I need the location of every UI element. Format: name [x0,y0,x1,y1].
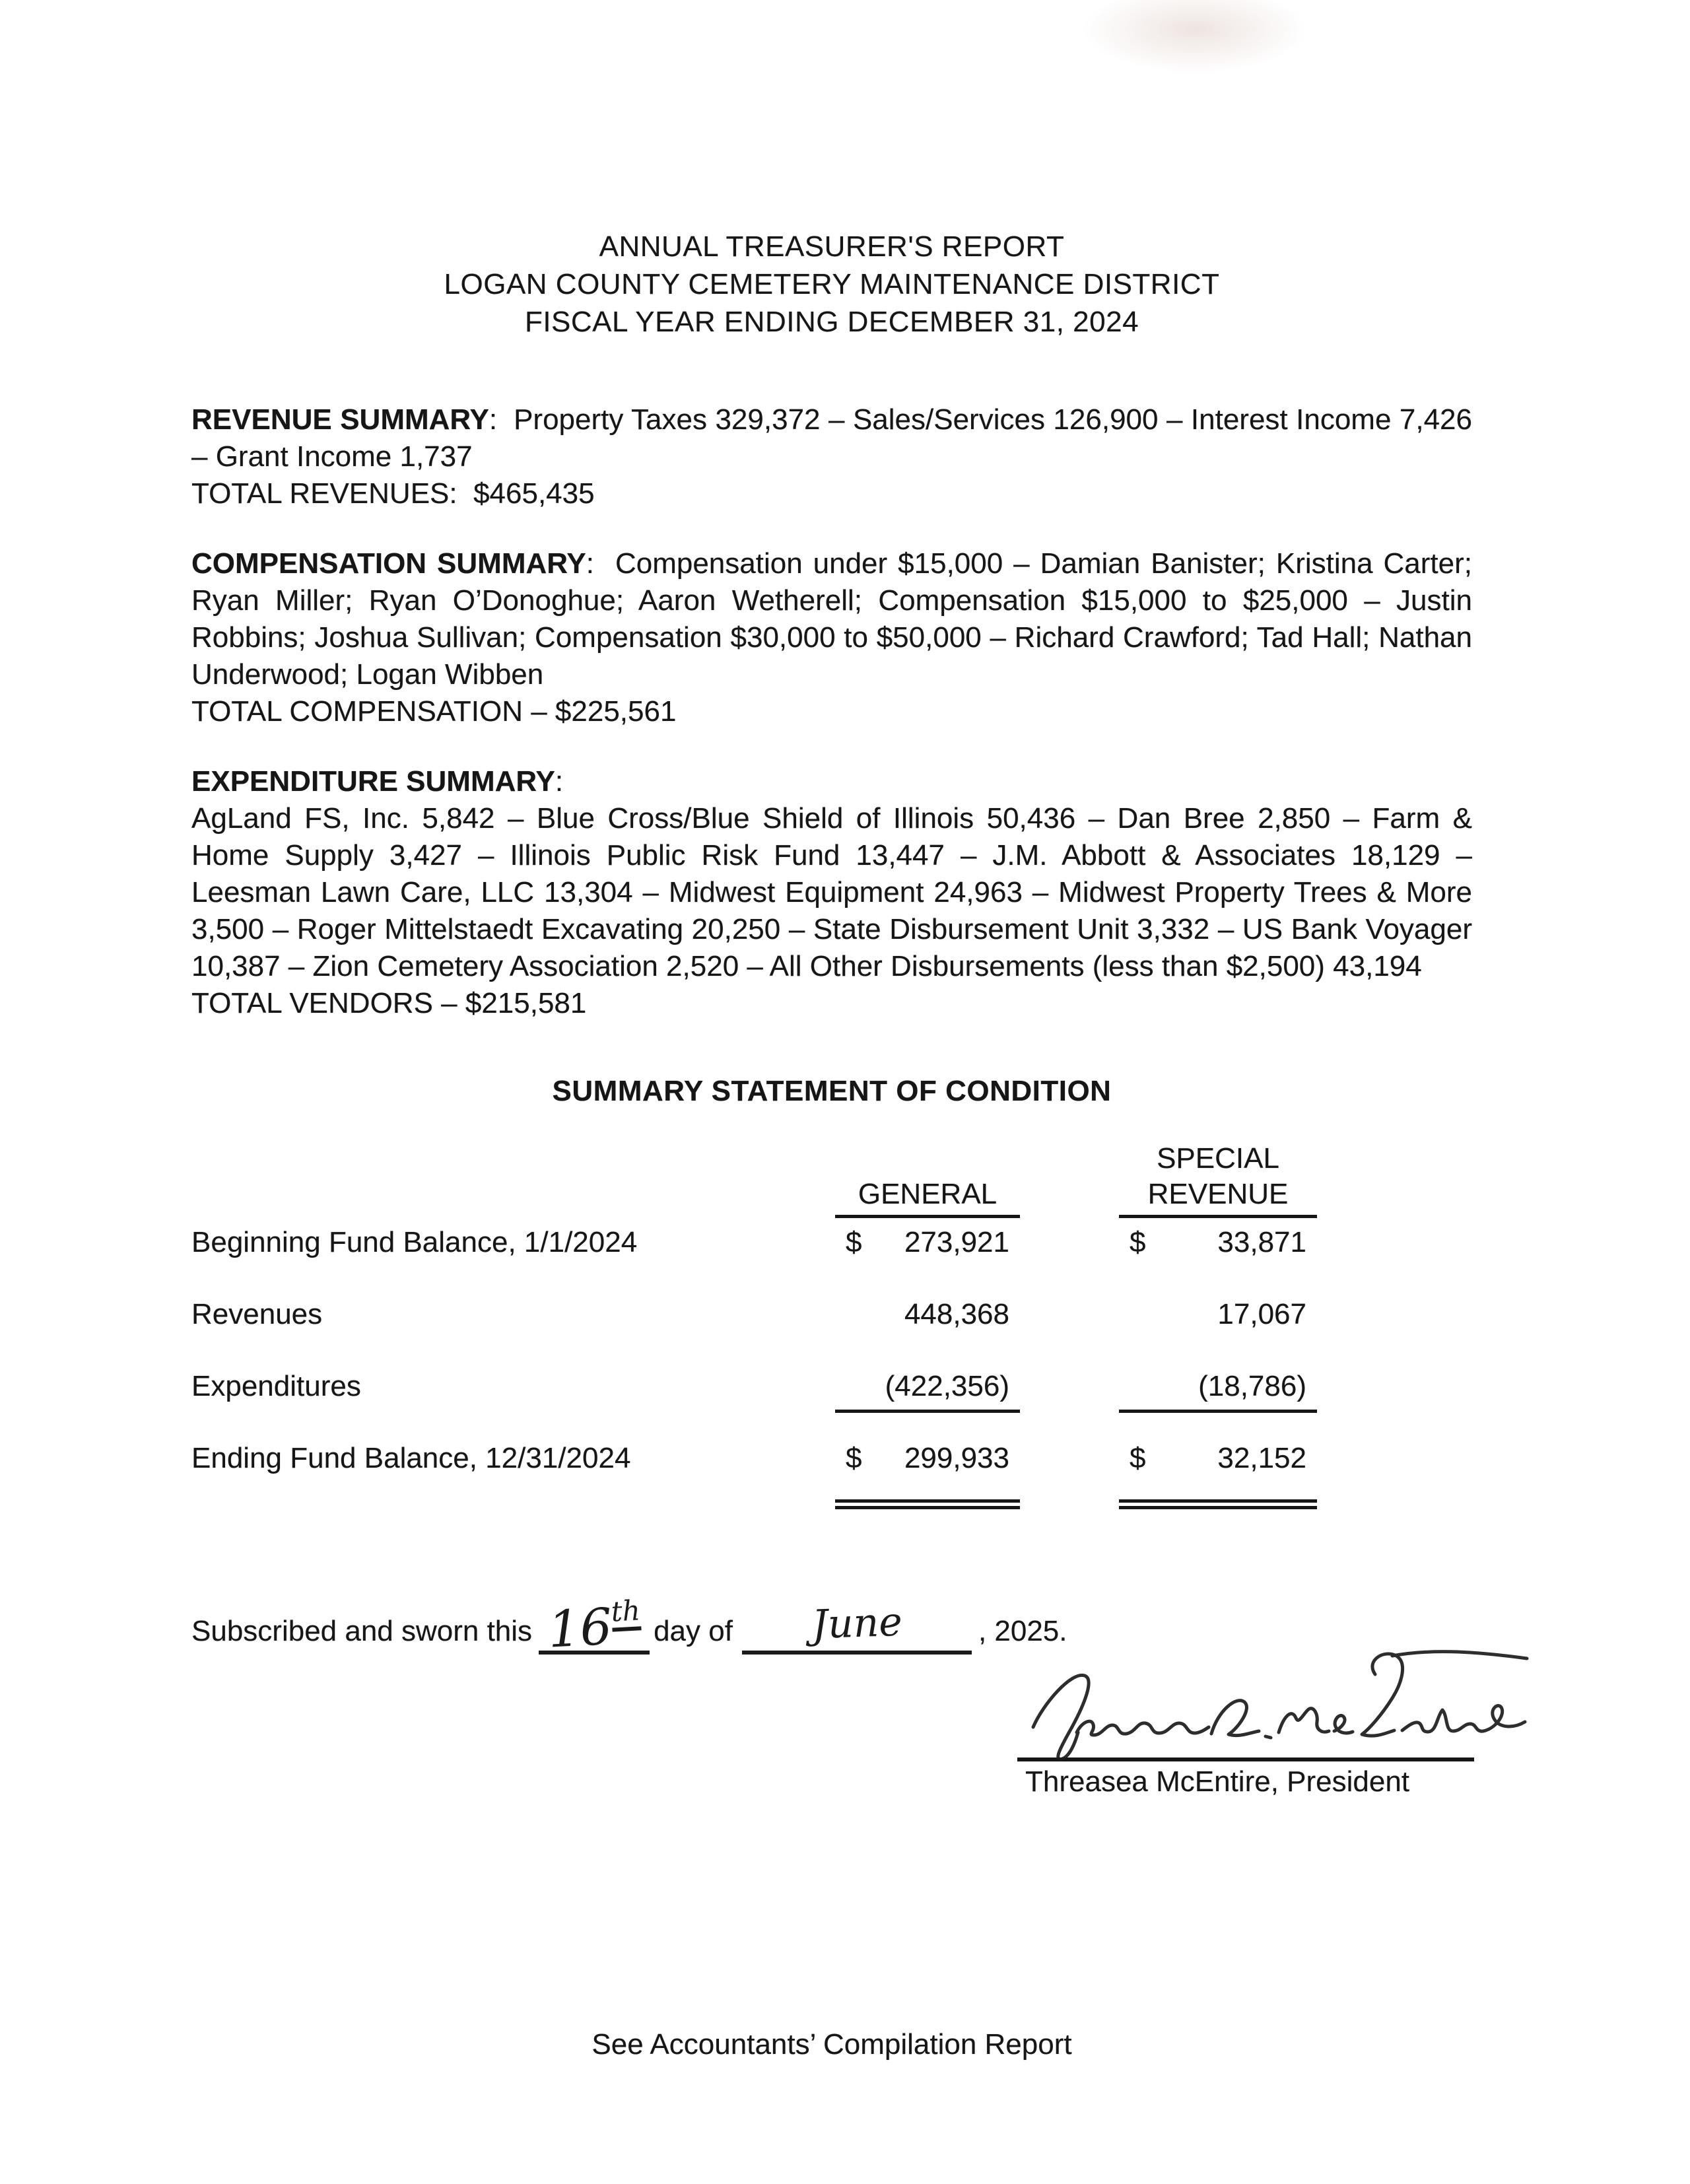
dollar-sign: $ [1130,1442,1146,1474]
footer-note: See Accountants’ Compilation Report [592,2028,1072,2061]
dollar-sign: $ [1130,1226,1146,1258]
attestation-suffix: , 2025. [978,1615,1067,1647]
day-blank-line [539,1587,650,1659]
title-line-report: ANNUAL TREASURER'S REPORT [599,230,1065,263]
amount: 33,871 [1217,1226,1306,1258]
revenue-summary-paragraph [191,401,1472,475]
expenditure-summary-section [191,763,1472,1022]
title-line-district: LOGAN COUNTY CEMETERY MAINTENANCE DISTRICT [444,268,1220,300]
amount: (18,786) [1198,1370,1306,1402]
beginning-balance-special-value [1119,1225,1317,1269]
signature-image [1013,1648,1541,1763]
row-label-beginning-balance: Beginning Fund Balance, 1/1/2024 [191,1226,638,1258]
handwritten-day [546,1594,642,1659]
dollar-sign: $ [846,1226,862,1258]
revenues-general-value [835,1297,1020,1341]
compensation-summary-paragraph [191,545,1472,693]
compensation-summary-text: : Compensation under $15,000 – Damian Banister; Kristina Carter; Ryan Miller; Ryan O’Donoghue; Aaron Wetherell; Compensation $15,000 to $25,000 – Justin Robbins; Joshua Sullivan; Compensation $30,000 to $50,000 – Richard Crawford; Tad Hall; Nathan Underwood; Logan Wibben [191,547,1473,691]
amount: 273,921 [904,1226,1009,1258]
revenues-special-value [1119,1297,1317,1341]
column-header-special-revenue [1119,1141,1317,1218]
title-line-fiscal-year: FISCAL YEAR ENDING DECEMBER 31, 2024 [524,306,1139,338]
attestation-line [191,1587,1472,1659]
amount: 448,368 [904,1298,1009,1330]
amount: 32,152 [1217,1442,1306,1474]
total-vendors-line: TOTAL VENDORS – $215,581 [191,987,587,1019]
revenue-summary-label: REVENUE SUMMARY [191,403,489,436]
statement-of-condition-table [191,1141,1472,1509]
revenue-summary-text: : Property Taxes 329,372 – Sales/Services 126,900 – Interest Income 7,426 – Grant Income 1,737 [191,403,1472,473]
handwritten-day-number: 16 [546,1596,614,1659]
column-header-general: GENERAL [835,1177,1020,1218]
scan-smudge-artifact [1083,0,1307,73]
row-label-expenditures: Expenditures [191,1370,361,1402]
signature-block [1013,1666,1548,1818]
ending-balance-special-value [1119,1441,1317,1509]
special-header-line1: SPECIAL [1157,1142,1279,1175]
compensation-summary-section [191,545,1472,730]
expenditures-special-value [1119,1369,1317,1413]
expenditure-summary-heading [191,763,1472,800]
amount: 299,933 [904,1442,1009,1474]
amount: 17,067 [1217,1298,1306,1330]
statement-of-condition-heading: SUMMARY STATEMENT OF CONDITION [552,1075,1112,1107]
expenditures-general-value [835,1369,1020,1413]
row-label-ending-balance: Ending Fund Balance, 12/31/2024 [191,1442,631,1474]
amount: (422,356) [885,1370,1009,1402]
special-header-line2: REVENUE [1147,1178,1289,1210]
ending-balance-general-value [835,1441,1020,1509]
beginning-balance-general-value [835,1225,1020,1269]
expenditure-summary-label: EXPENDITURE SUMMARY [191,765,555,798]
row-label-revenues: Revenues [191,1298,323,1330]
expenditure-summary-colon: : [555,765,564,798]
dollar-sign: $ [846,1442,862,1474]
expenditure-summary-text: AgLand FS, Inc. 5,842 – Blue Cross/Blue Shield of Illinois 50,436 – Dan Bree 2,850 – Farm & Home Supply 3,427 – Illinois Public Risk Fund 13,447 – J.M. Abbott & Associates 18,129 – Leesman Lawn Care, LLC 13,304 – Midwest Equipment 24,963 – Midwest Property Trees & More 3,500 – Roger Mittelstaedt Excavating 20,250 – State Disbursement Unit 3,332 – US Bank Voyager 10,387 – Zion Cemetery Association 2,520 – All Other Disbursements (less than $2,500) 43,194 [191,802,1472,982]
document-title-block [191,228,1472,341]
total-compensation-line: TOTAL COMPENSATION – $225,561 [191,695,677,728]
attestation-prefix: Subscribed and sworn this [191,1615,533,1647]
total-revenues-line: TOTAL REVENUES: $465,435 [191,477,595,510]
month-blank-line [742,1587,972,1655]
handwritten-month: June [811,1598,903,1649]
revenue-summary-section [191,401,1472,512]
handwritten-day-ordinal: th [610,1594,641,1631]
compensation-summary-label: COMPENSATION SUMMARY [191,547,586,580]
attestation-middle: day of [654,1615,733,1647]
signature-typed-name: Threasea McEntire, President [1025,1765,1410,1798]
